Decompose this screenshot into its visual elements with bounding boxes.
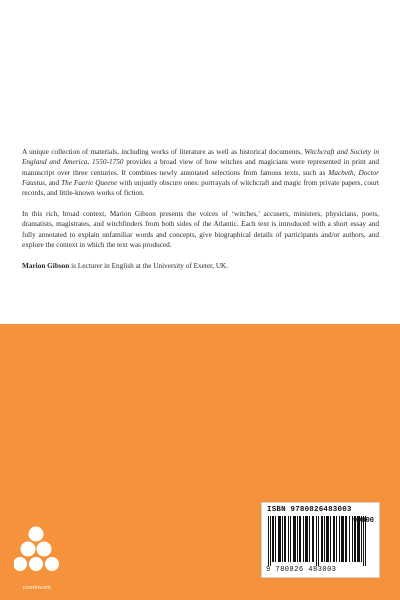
author-bio: Marion Gibson is Lecturer in English at the University of Exeter, UK.	[22, 262, 229, 271]
price-code: 90000	[352, 517, 374, 525]
continuum-logo-icon	[14, 526, 60, 592]
ean-digits: 9 780826 483003	[266, 566, 337, 574]
description-paragraph-2: In this rich, broad context, Marion Gibson presents the voices of ‘witches,’ accusers, ministers, physicians, poets, dramatists, magistrates, and witchfinders from both sides of the Atlantic. Each text is introduced with a short essay and fully annotated to explain unfamiliar words and concepts, give biographical details of participants and/or authors, and explore the context in which the text was produced.	[22, 210, 379, 250]
isbn-label: ISBN 9780826483003	[267, 506, 352, 514]
description-paragraph-1: A unique collection of materials, including works of literature as well as historical documents, Witchcraft and Society in England and America, 1550-1750 provides a broad view of how witches and magicians were represented in print and manuscript over three centuries. It combines newly annotated selections from famous texts, such as Macbeth, Doctor Faustus, and The Faerie Queene with unjustly obscure ones: portrayals of witchcraft and magic from private papers, court records, and little-known works of fiction.	[22, 148, 380, 198]
publisher-name: continuum	[22, 585, 52, 591]
isbn-barcode	[261, 502, 380, 578]
author-name: Marion Gibson	[22, 262, 70, 271]
back-cover-description	[22, 147, 379, 282]
